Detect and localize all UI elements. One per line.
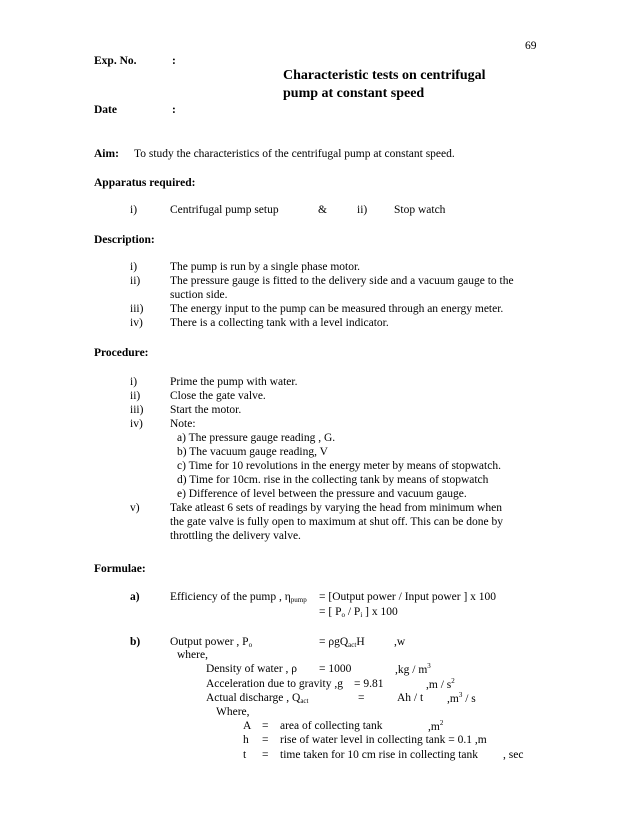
density-eq: = 1000: [319, 663, 352, 675]
apparatus-heading: Apparatus required:: [94, 177, 196, 189]
exp-no-label: Exp. No.: [94, 55, 137, 67]
efficiency-formula-label: Efficiency of the pump , $\eta_{pump}$: [170, 591, 307, 604]
variable-desc: rise of water level in collecting tank = 0.1 ,m: [280, 734, 487, 746]
apparatus-item: Stop watch: [394, 204, 446, 216]
variable-desc: area of collecting tank: [280, 720, 383, 732]
output-power-eq: = ρgQ$_{act}$H: [319, 636, 365, 649]
where-label: where,: [177, 649, 208, 661]
experiment-title-line1: Characteristic tests on centrifugal: [283, 68, 486, 83]
procedure-note: a) The pressure gauge reading , G.: [177, 432, 336, 444]
procedure-step: Note:: [170, 418, 196, 430]
where-label: Where,: [216, 706, 250, 718]
discharge-value: Ah / t: [397, 692, 424, 704]
discharge-label: Actual discharge , $Q_{act}$: [206, 692, 309, 705]
variable-eq: =: [262, 734, 269, 746]
procedure-step-number: i): [130, 376, 138, 388]
description-item-number: i): [130, 261, 138, 273]
density-label: Density of water , ρ: [206, 663, 298, 675]
procedure-step: Close the gate valve.: [170, 390, 266, 402]
variable-desc: time taken for 10 cm rise in collecting tank: [280, 749, 478, 761]
description-item: The pump is run by a single phase motor.: [170, 261, 361, 273]
density-unit: ,kg / $m^3$: [395, 662, 431, 676]
efficiency-formula-eq2: = [ $P_o / P_i$ ] x 100: [319, 606, 398, 619]
procedure-step: Prime the pump with water.: [170, 376, 298, 388]
formula-a-label: a): [130, 591, 140, 603]
exp-no-colon: :: [172, 55, 176, 67]
procedure-step: Take atleast 6 sets of readings by varying the head from minimum when: [170, 502, 502, 514]
description-item-number: iv): [130, 317, 143, 329]
variable-eq: =: [262, 749, 269, 761]
description-item-number: ii): [130, 275, 141, 287]
aim-label: Aim:: [94, 148, 119, 160]
variable-symbol: h: [243, 734, 249, 746]
formula-b-label: b): [130, 636, 141, 648]
variable-unit: $,m^2$: [428, 719, 444, 733]
description-item: There is a collecting tank with a level indicator.: [170, 317, 389, 329]
procedure-note: b) The vacuum gauge reading, V: [177, 446, 328, 458]
procedure-step-number: ii): [130, 390, 141, 402]
apparatus-ampersand: &: [318, 204, 327, 216]
discharge-unit: $,m^3$ / s: [447, 691, 476, 705]
procedure-step-continued: the gate valve is fully open to maximum at shut off. This can be done by: [170, 516, 504, 528]
procedure-step-number: iii): [130, 404, 144, 416]
gravity-label: Acceleration due to gravity ,g: [206, 678, 343, 690]
procedure-step-number: iv): [130, 418, 143, 430]
page-number: 69: [525, 40, 537, 52]
procedure-note: d) Time for 10cm. rise in the collecting tank by means of stopwatch: [177, 474, 489, 486]
experiment-title-line2: pump at constant speed: [283, 86, 425, 101]
apparatus-item-number: ii): [357, 204, 368, 216]
variable-symbol: t: [243, 749, 247, 761]
description-item: The pressure gauge is fitted to the delivery side and a vacuum gauge to the: [170, 275, 514, 287]
output-power-label: Output power , $P_o$: [170, 636, 253, 649]
description-item-continued: suction side.: [170, 289, 228, 301]
gravity-unit: ,m / $s^2$: [426, 677, 455, 691]
apparatus-item-number: i): [130, 204, 138, 216]
formulae-heading: Formulae:: [94, 563, 146, 575]
efficiency-formula-eq1: = [Output power / Input power ] x 100: [319, 591, 497, 603]
variable-symbol: A: [243, 720, 252, 732]
gravity-eq: = 9.81: [354, 678, 384, 690]
description-heading: Description:: [94, 234, 155, 246]
discharge-eq: =: [358, 692, 365, 704]
procedure-step-continued: throttling the delivery valve.: [170, 530, 301, 542]
variable-eq: =: [262, 720, 269, 732]
date-colon: :: [172, 104, 176, 116]
aim-text: To study the characteristics of the centrifugal pump at constant speed.: [134, 148, 455, 160]
procedure-step-number: v): [130, 502, 140, 514]
procedure-heading: Procedure:: [94, 347, 149, 359]
apparatus-item: Centrifugal pump setup: [170, 204, 279, 216]
procedure-step: Start the motor.: [170, 404, 242, 416]
procedure-note: e) Difference of level between the pressure and vacuum gauge.: [177, 488, 467, 500]
output-power-unit: ,w: [394, 636, 406, 648]
procedure-note: c) Time for 10 revolutions in the energy meter by means of stopwatch.: [177, 460, 501, 472]
variable-unit: , sec: [503, 749, 524, 761]
description-item-number: iii): [130, 303, 144, 315]
date-label: Date: [94, 104, 117, 116]
description-item: The energy input to the pump can be measured through an energy meter.: [170, 303, 504, 315]
